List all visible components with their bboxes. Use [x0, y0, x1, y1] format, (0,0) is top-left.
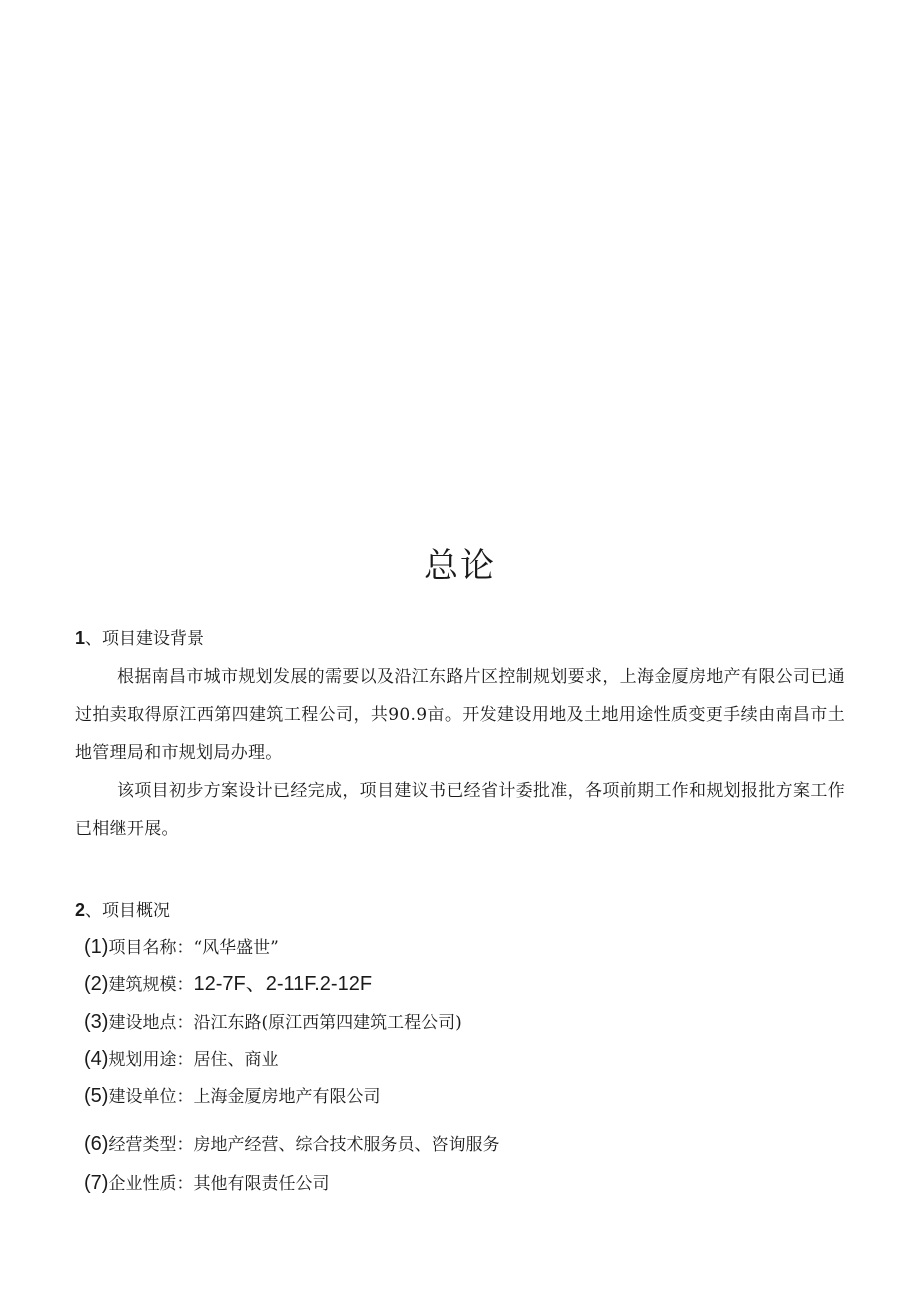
- overview-item-business-type: [84, 1131, 499, 1158]
- item-label: 建设单位：: [108, 1087, 194, 1107]
- item-label: 规划用途：: [108, 1050, 194, 1070]
- item-value: 其他有限责任公司: [193, 1174, 330, 1194]
- item-number: (2): [84, 973, 109, 995]
- item-number: (5): [84, 1085, 109, 1107]
- document-title: 总论: [424, 546, 496, 586]
- item-value: 居住、商业: [193, 1050, 279, 1070]
- item-label: 建筑规模：: [108, 975, 194, 995]
- section-2-heading-text: 、项目概况: [85, 901, 171, 921]
- overview-item-enterprise-nature: [84, 1170, 329, 1197]
- item-number: (7): [84, 1172, 109, 1194]
- item-number: (1): [84, 936, 109, 958]
- section-2-number: 2: [75, 900, 86, 920]
- section-2-heading: [75, 898, 170, 923]
- section-1-paragraph-1: 根据南昌市城市规划发展的需要以及沿江东路片区控制规划要求，上海金厦房地产有限公司已通过拍卖取得原江西第四建筑工程公司，共90.9亩。开发建设用地及土地用途性质变更手续由南昌市土地管理局和市规划局办理。: [75, 667, 845, 763]
- item-value: 房地产经营、综合技术服务员、咨询服务: [193, 1135, 500, 1155]
- item-label: 经营类型：: [108, 1135, 194, 1155]
- overview-item-location: [84, 1009, 462, 1036]
- overview-item-building-scale: [84, 971, 372, 998]
- item-number: (4): [84, 1048, 109, 1070]
- overview-item-planned-use: [84, 1046, 278, 1073]
- item-label: 项目名称：: [108, 938, 194, 958]
- overview-item-project-name: [84, 934, 279, 961]
- section-1-paragraph-2: 该项目初步方案设计已经完成，项目建议书已经省计委批准，各项前期工作和规划报批方案工作已相继开展。: [75, 781, 845, 839]
- item-label: 企业性质：: [108, 1174, 194, 1194]
- item-number: (6): [84, 1133, 109, 1155]
- item-value: 沿江东路(原江西第四建筑工程公司): [193, 1013, 462, 1033]
- item-number: (3): [84, 1011, 109, 1033]
- section-1-heading-text: 、项目建设背景: [85, 629, 205, 649]
- item-value: 上海金厦房地产有限公司: [193, 1087, 381, 1107]
- item-value: “风华盛世”: [193, 938, 279, 958]
- overview-item-developer: [84, 1083, 380, 1110]
- item-label: 建设地点：: [108, 1013, 194, 1033]
- section-1-number: 1: [75, 628, 86, 648]
- section-1-heading: [75, 626, 204, 651]
- item-value: 12-7F、2-11F.2-12F: [193, 973, 373, 995]
